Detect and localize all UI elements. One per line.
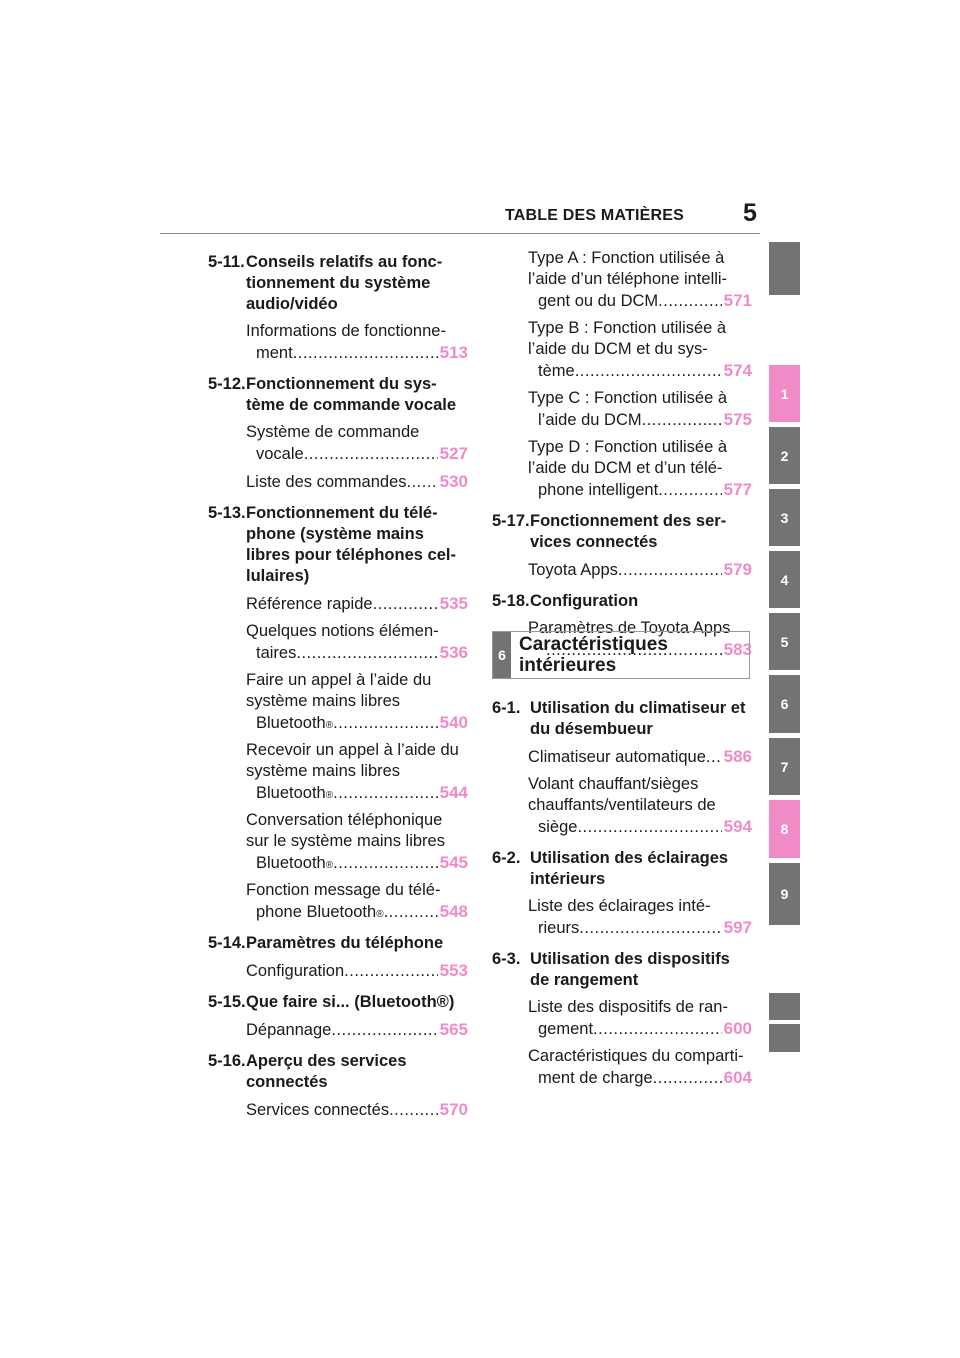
toc-entry[interactable] [492,774,752,838]
section-number: 6-3. [492,950,521,968]
toc-entry[interactable] [208,1099,468,1121]
page-link[interactable]: 536 [439,643,468,662]
entry-text-line: Type D : Fonction utilisée à [528,438,728,456]
toc-entry[interactable] [208,740,468,804]
toc-entry[interactable] [208,960,468,982]
chapter-tab-2[interactable]: 2 [769,427,800,484]
entry-text-line: l’aide d’un téléphone intelli- [528,270,728,288]
chapter-title [519,634,668,676]
entry-leader-line [528,360,752,382]
entry-text-last: siège [538,818,578,836]
page-link[interactable]: 604 [723,1068,752,1087]
section-title-line: Fonctionnement des ser- [530,512,727,530]
entry-text-last: gement [538,1020,594,1038]
toc-entry[interactable] [492,997,752,1040]
toc-section[interactable] [492,591,752,612]
chapter-tab-blank[interactable] [769,993,800,1020]
toc-entry[interactable] [492,896,752,939]
toc-entry[interactable] [208,1019,468,1041]
toc-entry[interactable] [208,810,468,874]
entry-text-line: système mains libres [246,762,401,780]
page-link[interactable]: 530 [439,472,468,491]
section-title-line: audio/vidéo [246,295,338,313]
toc-entry[interactable] [208,880,468,923]
entry-leader-line: Bluetooth ® ..... 540 [246,712,468,734]
chapter-title-line: Caractéristiques [519,634,668,655]
dot-leader [642,410,722,431]
entry-text-line: Système de commande [246,423,420,441]
entry-text-line: l’aide du DCM et du sys- [528,340,708,358]
toc-entry[interactable] [208,471,468,493]
entry-text-last: Liste des commandes [246,473,407,491]
toc-section[interactable] [208,1051,468,1093]
chapter-tab-7[interactable]: 7 [769,738,800,795]
toc-entry[interactable] [208,321,468,364]
page-link[interactable]: 600 [723,1019,752,1038]
entry-text-line: l’aide du DCM et d’un télé- [528,459,723,477]
dot-leader [579,918,721,939]
entry-text-line: Quelques notions élémen- [246,622,439,640]
toc-section[interactable] [208,503,468,587]
toc-entry[interactable] [492,1046,752,1089]
chapter-tab-9[interactable]: 9 [769,863,800,925]
section-title-line: Que faire si... (Bluetooth®) [246,993,455,1011]
entry-leader-line [246,342,468,364]
entry-leader-line [528,816,752,838]
section-title-line: du désembueur [530,720,653,738]
entry-leader-line [246,443,468,465]
section-title-line: tème de commande vocale [246,396,457,414]
section-title-line: Conseils relatifs au fonc- [246,253,443,271]
dot-leader [575,361,722,382]
section-number: 5-17. [492,512,530,530]
section-number: 6-1. [492,699,521,717]
entry-text-line: Liste des dispositifs de ran- [528,998,728,1016]
dot-leader [658,291,721,312]
toc-right-column-bottom [492,688,752,1089]
dot-leader [296,643,437,664]
section-title-line: Utilisation du climatiseur et [530,699,746,717]
dot-leader [658,480,721,501]
chapter-tab-4[interactable]: 4 [769,551,800,608]
page-link[interactable]: 540 [439,713,468,732]
entry-text-last: Services connectés [246,1101,390,1119]
entry-text-last: tème [538,362,575,380]
dot-leader [293,343,438,364]
entry-text-line: Recevoir un appel à l’aide du [246,741,459,759]
toc-entry[interactable] [492,437,752,501]
dot-leader [407,472,438,493]
section-title-line: lulaires) [246,567,310,585]
toc-entry[interactable] [492,318,752,382]
dot-leader [593,1019,722,1040]
entry-text-last: Climatiseur automatique [528,748,706,766]
section-title-line: Utilisation des éclairages [530,849,729,867]
toc-entry[interactable] [492,746,752,768]
section-title-line: Configuration [530,592,639,610]
page-link[interactable]: 535 [439,594,468,613]
dot-leader [331,1020,437,1041]
page-link[interactable]: 571 [723,291,752,310]
header-page-number: 5 [743,199,757,227]
toc-entry[interactable] [208,621,468,664]
entry-text-last: vocale [256,445,304,463]
entry-leader-line: Bluetooth ® ..... 545 [246,852,468,874]
page-link[interactable]: 545 [439,853,468,872]
entry-leader-line [246,471,468,493]
entry-text-line: Conversation téléphonique [246,811,443,829]
dot-leader [333,853,438,874]
toc-section[interactable] [492,511,752,553]
entry-leader-line [246,593,468,615]
entry-leader-line [528,290,752,312]
page-link[interactable]: 565 [439,1020,468,1039]
section-title-line: phone (système mains [246,525,424,543]
page-link[interactable]: 574 [723,361,752,380]
entry-leader-line [528,479,752,501]
dot-leader [577,817,721,838]
entry-leader-line [246,960,468,982]
chapter-tab-blank[interactable] [769,242,800,295]
dot-leader [706,747,722,768]
entry-leader-line [528,1067,752,1089]
dot-leader [618,560,722,581]
toc-left-column [208,242,468,1121]
page-link[interactable]: 544 [439,783,468,802]
entry-text-last: ment [256,344,293,362]
entry-text-last: rieurs [538,919,580,937]
toc-section[interactable] [208,374,468,416]
dot-leader [389,1100,438,1121]
chapter-tab-6[interactable]: 6 [769,675,800,733]
chapter-tab-8[interactable]: 8 [769,800,800,858]
entry-text-line: Type B : Fonction utilisée à [528,319,727,337]
entry-text-line: Fonction message du télé- [246,881,441,899]
entry-text-last: Dépannage [246,1021,332,1039]
section-title-line: connectés [246,1073,328,1091]
header-rule [160,233,760,234]
entry-leader-line [246,1019,468,1041]
entry-text-last: Bluetooth [256,784,326,802]
entry-text-line: Type A : Fonction utilisée à [528,249,725,267]
dot-leader [653,1068,722,1089]
dot-leader [344,961,437,982]
entry-leader-line [528,559,752,581]
entry-text-last: Configuration [246,962,345,980]
entry-text-line: chauffants/ventilateurs de [528,796,716,814]
chapter-tab-1[interactable]: 1 [769,365,800,422]
chapter-tab-5[interactable]: 5 [769,613,800,670]
toc-section[interactable] [492,698,752,740]
section-number: 5-13. [208,504,246,522]
entry-text-line: Faire un appel à l’aide du [246,671,432,689]
toc-entry[interactable] [492,559,752,581]
toc-section[interactable] [208,252,468,315]
entry-leader-line [246,1099,468,1121]
section-title-line: de rangement [530,971,639,989]
chapter-tab-3[interactable]: 3 [769,489,800,546]
page-link[interactable]: 579 [723,560,752,579]
header-title: TABLE DES MATIÈRES [505,207,685,224]
chapter-title-line: intérieures [519,655,617,676]
section-number: 5-14. [208,934,246,952]
section-title-line: vices connectés [530,533,658,551]
entry-leader-line [246,642,468,664]
entry-text-last: Bluetooth [256,714,326,732]
entry-leader-line [528,917,752,939]
page-link[interactable]: 597 [723,918,752,937]
toc-section[interactable] [492,848,752,890]
entry-leader-line: Bluetooth ® ..... 544 [246,782,468,804]
entry-text-line: Volant chauffant/sièges [528,775,699,793]
chapter-number: 6 [493,632,511,678]
section-title-line: Utilisation des dispositifs [530,950,730,968]
entry-leader-line [528,409,752,431]
dot-leader [384,902,438,923]
entry-text-line: système mains libres [246,692,401,710]
dot-leader [304,444,438,465]
section-title-line: Paramètres du téléphone [246,934,444,952]
section-title-line: Aperçu des services [246,1052,407,1070]
chapter-6-box[interactable] [492,631,750,679]
entry-text-last: phone intelligent [538,481,659,499]
entry-leader-line: phone Bluetooth ® ..... 548 [246,901,468,923]
toc-entry[interactable] [208,593,468,615]
page-link[interactable]: 553 [439,961,468,980]
section-title-line: tionnement du système [246,274,431,292]
page-link[interactable]: 586 [723,747,752,766]
dot-leader [373,594,438,615]
chapter-tab-blank[interactable] [769,1024,800,1052]
entry-text-last: Bluetooth [256,854,326,872]
entry-text-line: Type C : Fonction utilisée à [528,389,728,407]
entry-text-last: Toyota Apps [528,561,618,579]
entry-text-line: Caractéristiques du comparti- [528,1047,744,1065]
toc-entry[interactable] [492,388,752,431]
page-link[interactable]: 577 [723,480,752,499]
section-title-line: intérieurs [530,870,606,888]
section-number: 6-2. [492,849,521,867]
dot-leader [333,783,438,804]
page-link[interactable]: 527 [439,444,468,463]
toc-entry[interactable] [208,670,468,734]
page-link[interactable]: 583 [723,640,752,659]
toc-section[interactable] [208,933,468,954]
entry-text-last: Référence rapide [246,595,373,613]
section-number: 5-16. [208,1052,246,1070]
toc-entry[interactable] [492,248,752,312]
entry-text-last: ment de charge [538,1069,653,1087]
page-link[interactable]: 594 [723,817,752,836]
entry-text-last: gent ou du DCM [538,292,659,310]
entry-text-line: Informations de fonctionne- [246,322,446,340]
toc-section[interactable] [208,992,468,1013]
entry-leader-line [528,1018,752,1040]
entry-leader-line [528,746,752,768]
toc-section[interactable] [492,949,752,991]
section-title-line: Fonctionnement du télé- [246,504,438,522]
section-number: 5-15. [208,993,246,1011]
section-number: 5-12. [208,375,246,393]
section-title-line: Fonctionnement du sys- [246,375,437,393]
entry-text-last: taires [256,644,297,662]
entry-text-line: Paramètres de Toyota Apps [528,619,731,637]
page-link[interactable]: 513 [439,343,468,362]
entry-text-last: phone Bluetooth [256,903,377,921]
page-link[interactable]: 570 [439,1100,468,1119]
section-number: 5-18. [492,592,530,610]
page-link[interactable]: 548 [439,902,468,921]
toc-entry[interactable] [208,422,468,465]
entry-text-last: l’aide du DCM [538,411,642,429]
entry-text-line: sur le système mains libres [246,832,445,850]
section-title-line: libres pour téléphones cel- [246,546,456,564]
entry-text-line: Liste des éclairages inté- [528,897,711,915]
page-link[interactable]: 575 [723,410,752,429]
dot-leader [333,713,438,734]
toc-right-column-top [492,242,752,661]
section-number: 5-11. [208,253,245,271]
